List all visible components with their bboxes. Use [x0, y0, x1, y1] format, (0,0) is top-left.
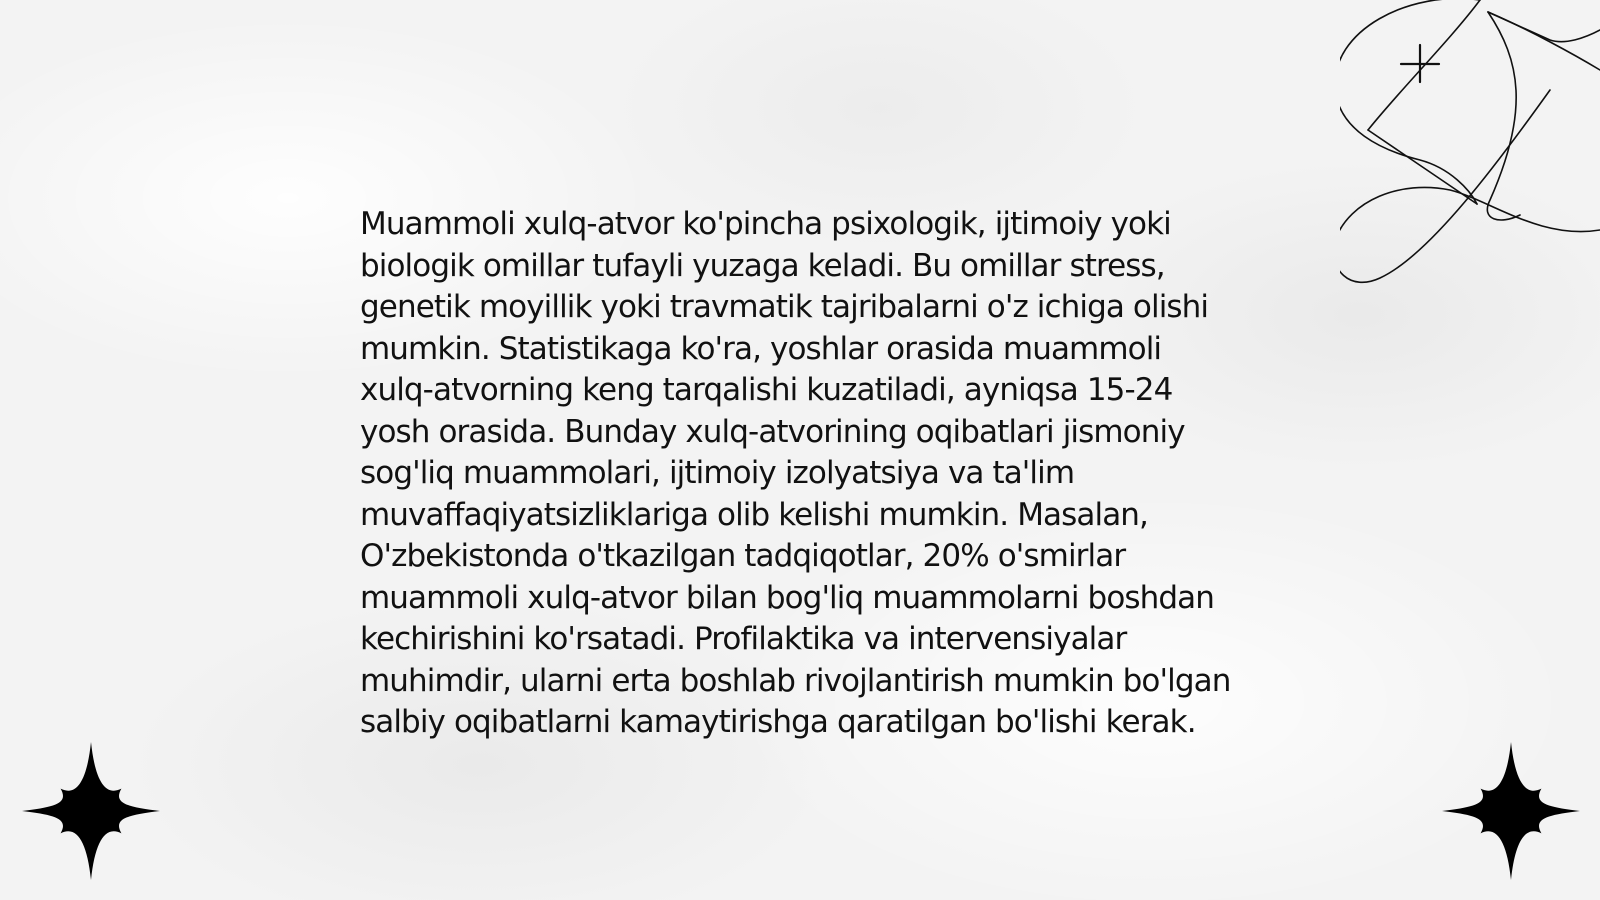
orbit-lines-icon: [1340, 0, 1600, 290]
body-paragraph: Muammoli xulq-atvor ko'pincha psixologik, ijtimoiy yoki biologik omillar tufayli yuzaga keladi. Bu omillar stress, genetik moyillik yoki travmatik tajribalarni o'z ichiga olishi mumkin. Statistikaga ko'ra, yoshlar orasida muammoli xulq-atvorning keng tarqalishi kuzatiladi, ayniqsa 15-24 yosh orasida. Bunday xulq-atvorining oqibatlari jismoniy sog'liq muammolari, ijtimoiy izolyatsiya va ta'lim muvaffaqiyatsizliklariga olib kelishi mumkin. Masalan, O'zbekistonda o'tkazilgan tadqiqotlar, 20% o'smirlar muammoli xulq-atvor bilan bog'liq muammolarni boshdan kechirishini ko'rsatadi. Profilaktika va intervensiyalar muhimdir, ularni erta boshlab rivojlantirish mumkin bo'lgan salbiy oqibatlarni kamaytirishga qaratilgan bo'lishi kerak.: [360, 206, 1231, 740]
star-bottom-left-icon: [20, 740, 162, 882]
sparkle-icon: [1401, 45, 1439, 82]
star-bottom-right-icon: [1440, 740, 1582, 882]
